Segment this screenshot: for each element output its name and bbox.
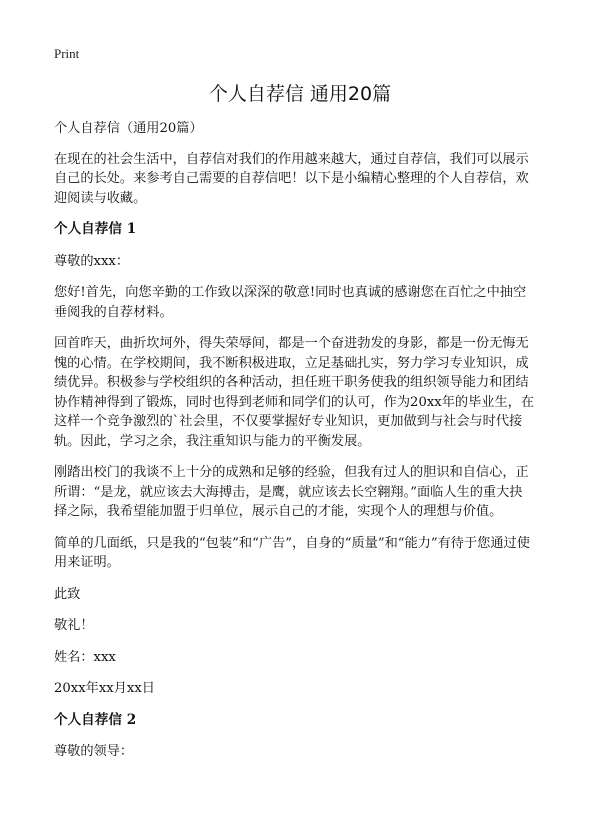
letter-1-paragraph-2 <box>54 334 554 451</box>
letter-1-regards <box>54 616 554 636</box>
letter-1-paragraph-3 <box>54 463 554 522</box>
letter-1-paragraph-4 <box>54 534 554 573</box>
text-line: 绩优异。积极参与学校组织的各种活动，担任班干职务使我的组织领导能力和团结 <box>54 375 529 390</box>
letter-1-signature-name <box>54 648 554 668</box>
text-line: 用来证明。 <box>54 555 120 570</box>
text-line: 回首昨天，曲折坎坷外，得失荣辱间，都是一个奋进勃发的身影，都是一份无悔无 <box>54 336 529 351</box>
document-body <box>54 119 554 774</box>
text-line: 所谓：“是龙，就应该去大海搏击，是鹰，就应该去长空翱翔。”面临人生的重大抉 <box>54 484 523 500</box>
letter-1-paragraph-1 <box>54 283 554 322</box>
text-line: 在现在的社会生活中，自荐信对我们的作用越来越大，通过自荐信，我们可以展示 <box>54 151 529 167</box>
letter-2-heading: 个人自荐信 2 <box>54 711 137 728</box>
text-line: 垂阅我的自荐材料。 <box>54 304 173 320</box>
letter-1-closing <box>54 585 554 605</box>
letter-1-heading: 个人自荐信 1 <box>54 221 137 237</box>
document-title: 个人自荐信 通用20篇 <box>208 83 392 105</box>
intro-paragraph <box>54 150 554 209</box>
letter-2-salutation <box>54 742 554 762</box>
text-line: 刚踏出校门的我谈不上十分的成熟和足够的经验，但我有过人的胆识和自信心，正 <box>54 465 529 480</box>
text-line: 择之际，我希望能加盟于归单位，展示自己的才能，实现个人的理想与价值。 <box>54 504 503 519</box>
text-line: 20xx年xx月xx日 <box>54 681 155 696</box>
text-line: 轨。因此，学习之余，我注重知识与能力的平衡发展。 <box>54 433 371 449</box>
text-line: 尊敬的领导： <box>54 744 134 759</box>
document-subtitle: 个人自荐信（通用20篇） <box>54 121 203 136</box>
print-link[interactable]: Print <box>54 46 80 61</box>
text-line: 这样一个竞争激烈的`社会里，不仅要掌握好专业知识，更加做到与社会与时代接 <box>54 414 523 429</box>
text-line: 姓名：xxx <box>54 649 116 665</box>
text-line: 愧的心情。在学校期间，我不断积极进取，立足基础扎实，努力学习专业知识，成 <box>54 355 529 371</box>
text-line: 迎阅读与收藏。 <box>54 190 147 206</box>
text-line: 简单的几面纸，只是我的“包装”和“广告”，自身的“质量”和“能力”有待于您通过使 <box>54 535 530 551</box>
text-line: 敬礼！ <box>54 618 94 633</box>
text-line: 协作精神得到了锻炼，同时也得到老师和同学们的认可，作为20xx年的毕业生，在 <box>54 394 535 410</box>
letter-1-salutation <box>54 252 554 272</box>
text-line: 您好!首先，向您辛勤的工作致以深深的敬意!同时也真诚的感谢您在百忙之中抽空 <box>54 285 527 300</box>
text-line: 此致 <box>54 586 81 602</box>
letter-1-date <box>54 679 554 699</box>
text-line: 尊敬的xxx： <box>54 253 130 269</box>
text-line: 自己的长处。来参考自己需要的自荐信吧！以下是小编精心整理的个人自荐信，欢 <box>54 171 529 186</box>
